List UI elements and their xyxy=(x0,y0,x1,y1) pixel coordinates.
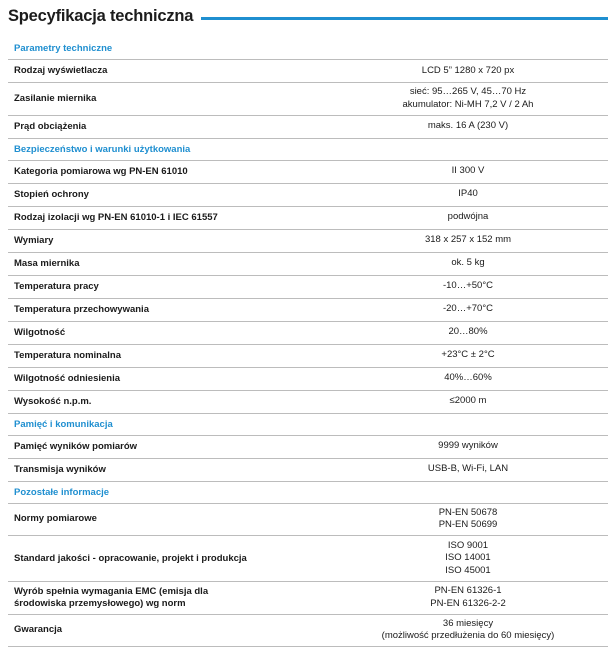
spec-row xyxy=(8,368,608,391)
spec-row xyxy=(8,391,608,414)
spec-value-line: IP40 xyxy=(328,188,608,201)
spec-label: Standard jakości - opracowanie, projekt i produkcja xyxy=(8,553,328,565)
section-title: Pamięć i komunikacja xyxy=(8,419,113,430)
spec-value xyxy=(328,507,608,532)
spec-value-line: 318 x 257 x 152 mm xyxy=(328,234,608,247)
spec-value-line: 36 miesięcy xyxy=(328,618,608,631)
spec-row xyxy=(8,615,608,647)
spec-label: Normy pomiarowe xyxy=(8,513,328,525)
spec-value-line: sieć: 95…265 V, 45…70 Hz xyxy=(328,86,608,99)
spec-row xyxy=(8,253,608,276)
spec-value-line: (możliwość przedłużenia do 60 miesięcy) xyxy=(328,630,608,643)
spec-row xyxy=(8,184,608,207)
spec-label: Zasilanie miernika xyxy=(8,93,328,105)
spec-value-line: PN-EN 61326-1 xyxy=(328,585,608,598)
spec-row xyxy=(8,161,608,184)
spec-value xyxy=(328,326,608,339)
spec-value-line: -10…+50°C xyxy=(328,280,608,293)
spec-label: Rodzaj izolacji wg PN-EN 61010-1 i IEC 61557 xyxy=(8,212,328,224)
spec-value-line: ISO 45001 xyxy=(328,565,608,578)
spec-row xyxy=(8,230,608,253)
spec-label: Temperatura pracy xyxy=(8,281,328,293)
section-header xyxy=(8,38,608,60)
section-title: Pozostałe informacje xyxy=(8,487,109,498)
spec-label: Transmisja wyników xyxy=(8,464,328,476)
spec-value xyxy=(328,86,608,111)
spec-value-line: PN-EN 50678 xyxy=(328,507,608,520)
spec-value-line: podwójna xyxy=(328,211,608,224)
spec-row xyxy=(8,60,608,83)
page-title: Specyfikacja techniczna xyxy=(8,7,193,26)
spec-value xyxy=(328,257,608,270)
spec-label: Masa miernika xyxy=(8,258,328,270)
spec-value xyxy=(328,211,608,224)
spec-value-line: II 300 V xyxy=(328,165,608,178)
spec-label: Wyrób spełnia wymagania EMC (emisja dla środowiska przemysłowego) wg norm xyxy=(8,586,258,610)
spec-value-line: ISO 9001 xyxy=(328,540,608,553)
spec-label: Kategoria pomiarowa wg PN-EN 61010 xyxy=(8,166,328,178)
spec-value-line: ISO 14001 xyxy=(328,552,608,565)
spec-value-line: ≤2000 m xyxy=(328,395,608,408)
spec-row xyxy=(8,436,608,459)
section-header xyxy=(8,414,608,436)
spec-value-line: 9999 wyników xyxy=(328,440,608,453)
spec-label: Pamięć wyników pomiarów xyxy=(8,441,328,453)
spec-value-line: ok. 5 kg xyxy=(328,257,608,270)
spec-row xyxy=(8,536,608,582)
spec-value xyxy=(328,188,608,201)
spec-row xyxy=(8,276,608,299)
spec-label: Wymiary xyxy=(8,235,328,247)
spec-row xyxy=(8,207,608,230)
spec-value xyxy=(328,540,608,578)
spec-label: Temperatura nominalna xyxy=(8,350,328,362)
spec-value-line: -20…+70°C xyxy=(328,303,608,316)
spec-value xyxy=(328,165,608,178)
spec-value xyxy=(328,440,608,453)
section-title: Parametry techniczne xyxy=(8,43,112,54)
spec-value-line: +23°C ± 2°C xyxy=(328,349,608,362)
spec-row xyxy=(8,322,608,345)
spec-value xyxy=(328,618,608,643)
spec-value-line: akumulator: Ni-MH 7,2 V / 2 Ah xyxy=(328,99,608,112)
spec-label: Stopień ochrony xyxy=(8,189,328,201)
spec-value xyxy=(328,395,608,408)
spec-value xyxy=(328,234,608,247)
spec-row xyxy=(8,345,608,368)
spec-value xyxy=(328,280,608,293)
spec-label: Rodzaj wyświetlacza xyxy=(8,65,328,77)
page-header xyxy=(8,4,608,28)
spec-value xyxy=(328,372,608,385)
spec-value-line: maks. 16 A (230 V) xyxy=(328,120,608,133)
spec-value xyxy=(328,349,608,362)
spec-label: Gwarancja xyxy=(8,624,328,636)
spec-value-line: 20…80% xyxy=(328,326,608,339)
spec-row xyxy=(8,459,608,482)
spec-row xyxy=(8,116,608,139)
spec-value-line: 40%…60% xyxy=(328,372,608,385)
spec-row xyxy=(8,83,608,116)
spec-label: Wilgotność xyxy=(8,327,328,339)
spec-row xyxy=(8,504,608,537)
spec-value-line: PN-EN 61326-2-2 xyxy=(328,598,608,611)
spec-value xyxy=(328,65,608,78)
spec-label: Prąd obciążenia xyxy=(8,121,328,133)
spec-value xyxy=(328,463,608,476)
section-title: Bezpieczeństwo i warunki użytkowania xyxy=(8,144,190,155)
spec-label: Wysokość n.p.m. xyxy=(8,396,328,408)
spec-row xyxy=(8,582,608,615)
spec-value xyxy=(328,303,608,316)
section-header xyxy=(8,482,608,504)
spec-value-line: PN-EN 50699 xyxy=(328,519,608,532)
spec-row xyxy=(8,299,608,322)
spec-value xyxy=(328,120,608,133)
title-underline xyxy=(201,17,608,20)
section-header xyxy=(8,139,608,161)
spec-value-line: LCD 5” 1280 x 720 px xyxy=(328,65,608,78)
spec-table xyxy=(8,38,608,647)
spec-label: Wilgotność odniesienia xyxy=(8,373,328,385)
spec-value-line: USB-B, Wi-Fi, LAN xyxy=(328,463,608,476)
spec-value xyxy=(258,585,608,610)
spec-label: Temperatura przechowywania xyxy=(8,304,328,316)
